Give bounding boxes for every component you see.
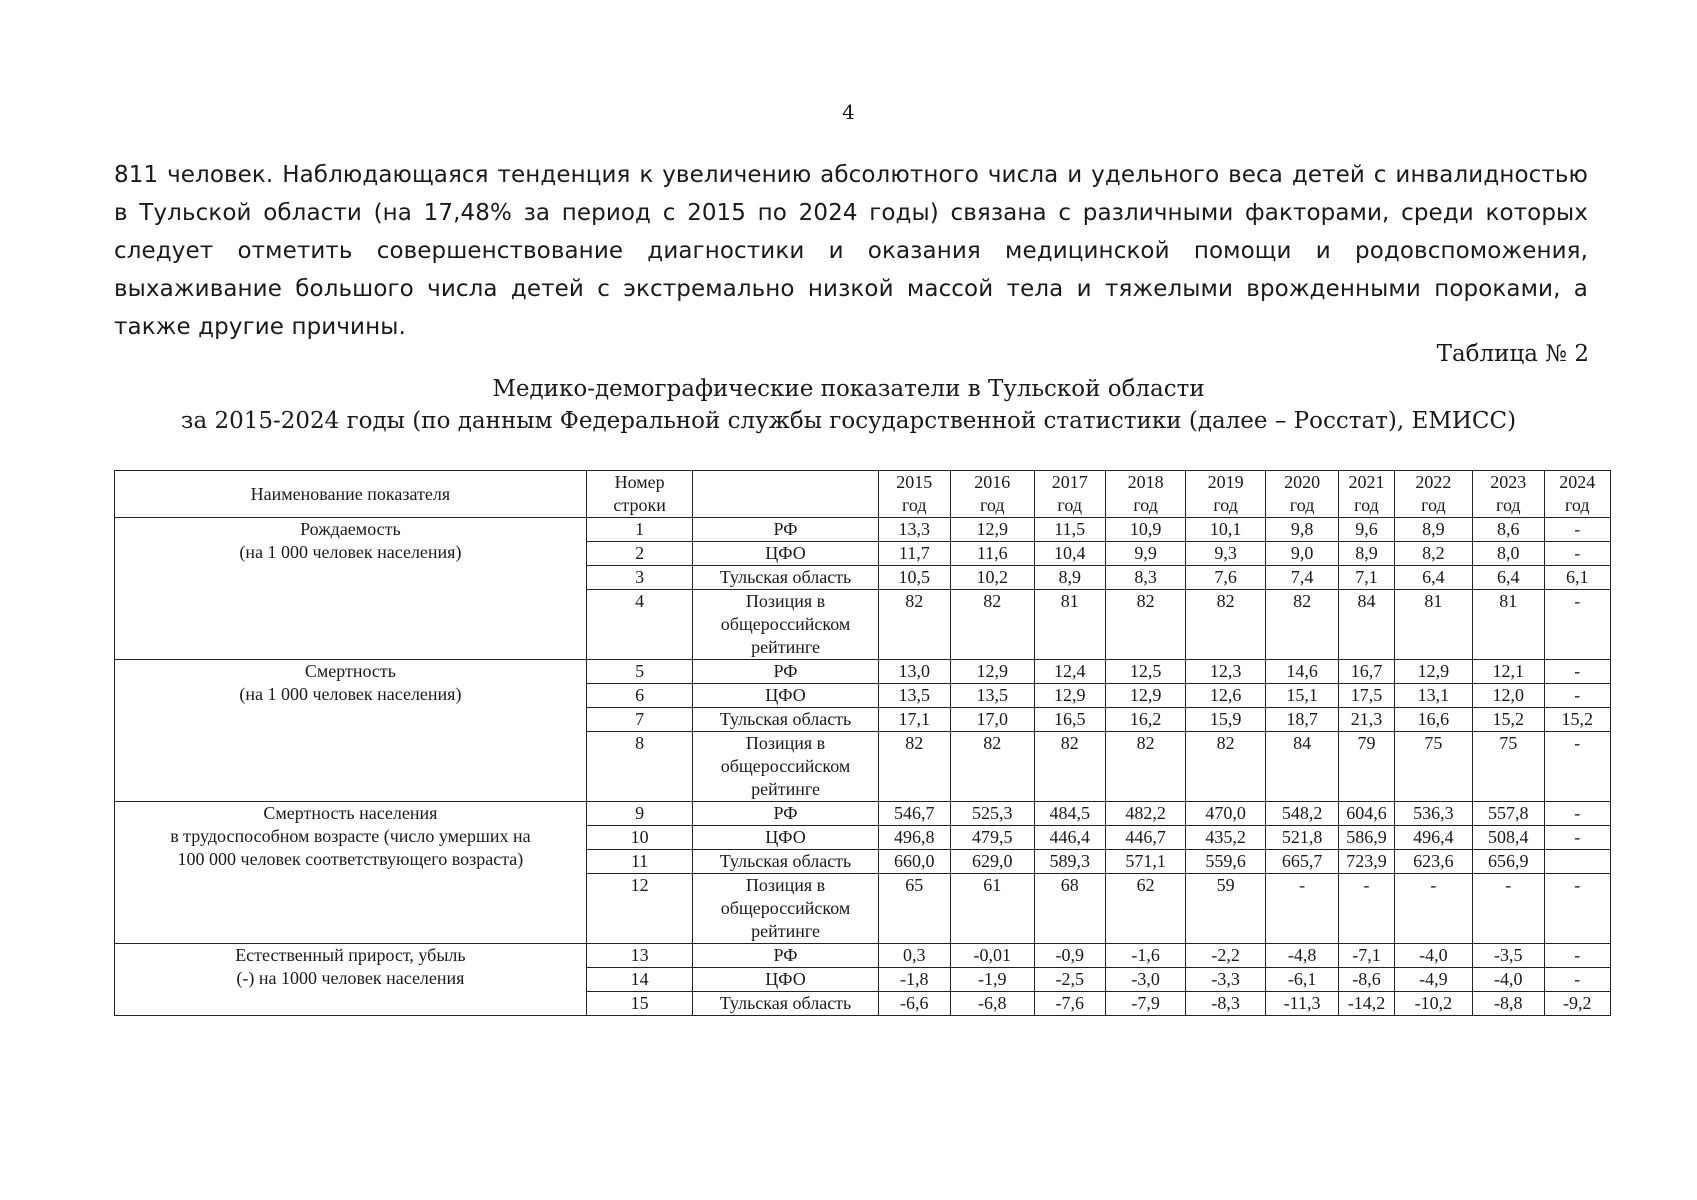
indicator-name-line: Смертность bbox=[304, 661, 396, 681]
year-unit: год bbox=[1213, 495, 1238, 515]
region-cell: ЦФО bbox=[693, 684, 878, 708]
value-cell: - bbox=[1544, 802, 1610, 826]
value-cell: -1,6 bbox=[1105, 944, 1185, 968]
value-cell: 82 bbox=[1034, 732, 1105, 802]
table-row bbox=[115, 518, 1611, 542]
value-cell: - bbox=[1473, 874, 1544, 944]
value-cell: 9,6 bbox=[1339, 518, 1394, 542]
value-cell: 12,0 bbox=[1473, 684, 1544, 708]
header-row-number bbox=[586, 471, 693, 518]
row-number-cell: 15 bbox=[586, 992, 693, 1016]
value-cell: 446,7 bbox=[1105, 826, 1185, 850]
table-title-line-1: Медико-демографические показатели в Тульской области bbox=[492, 376, 1205, 402]
value-cell: 12,1 bbox=[1473, 660, 1544, 684]
value-cell: 81 bbox=[1034, 590, 1105, 660]
value-cell: -0,01 bbox=[951, 944, 1035, 968]
year-label: 2021 bbox=[1348, 472, 1385, 492]
value-cell: -7,1 bbox=[1339, 944, 1394, 968]
value-cell: -6,1 bbox=[1265, 968, 1338, 992]
value-cell: 10,9 bbox=[1105, 518, 1185, 542]
value-cell: 7,1 bbox=[1339, 566, 1394, 590]
value-cell: -10,2 bbox=[1394, 992, 1472, 1016]
value-cell: 10,2 bbox=[951, 566, 1035, 590]
indicator-name-line: (на 1 000 человек населения) bbox=[239, 542, 462, 562]
value-cell: 68 bbox=[1034, 874, 1105, 944]
value-cell: 10,4 bbox=[1034, 542, 1105, 566]
value-cell: 82 bbox=[951, 590, 1035, 660]
value-cell: 82 bbox=[951, 732, 1035, 802]
value-cell: 16,6 bbox=[1394, 708, 1472, 732]
value-cell: - bbox=[1544, 660, 1610, 684]
value-cell: 9,0 bbox=[1265, 542, 1338, 566]
value-cell: 479,5 bbox=[951, 826, 1035, 850]
value-cell: 589,3 bbox=[1034, 850, 1105, 874]
value-cell: - bbox=[1544, 732, 1610, 802]
value-cell: 13,0 bbox=[878, 660, 950, 684]
value-cell: 15,2 bbox=[1473, 708, 1544, 732]
header-year bbox=[1473, 471, 1544, 518]
value-cell: 604,6 bbox=[1339, 802, 1394, 826]
value-cell: 482,2 bbox=[1105, 802, 1185, 826]
value-cell: -8,6 bbox=[1339, 968, 1394, 992]
row-number-cell: 5 bbox=[586, 660, 693, 684]
value-cell: 8,9 bbox=[1394, 518, 1472, 542]
year-unit: год bbox=[1289, 495, 1315, 515]
value-cell: 8,0 bbox=[1473, 542, 1544, 566]
value-cell: 6,4 bbox=[1473, 566, 1544, 590]
row-number-cell: 12 bbox=[586, 874, 693, 944]
indicator-name-line: в трудоспособном возрасте (число умерших на bbox=[170, 826, 531, 846]
value-cell: 12,9 bbox=[951, 660, 1035, 684]
value-cell: 656,9 bbox=[1473, 850, 1544, 874]
value-cell: 12,9 bbox=[1394, 660, 1472, 684]
value-cell: 13,5 bbox=[878, 684, 950, 708]
year-label: 2020 bbox=[1284, 472, 1321, 492]
value-cell: 8,2 bbox=[1394, 542, 1472, 566]
value-cell: - bbox=[1544, 518, 1610, 542]
row-number-cell: 1 bbox=[586, 518, 693, 542]
value-cell: 21,3 bbox=[1339, 708, 1394, 732]
value-cell: 82 bbox=[878, 732, 950, 802]
year-label: 2017 bbox=[1051, 472, 1088, 492]
value-cell: 8,9 bbox=[1034, 566, 1105, 590]
indicator-name-line: 100 000 человек соответствующего возраста) bbox=[177, 849, 524, 869]
value-cell bbox=[1544, 850, 1610, 874]
value-cell: 12,3 bbox=[1186, 660, 1265, 684]
value-cell: 15,1 bbox=[1265, 684, 1338, 708]
value-cell: 82 bbox=[1265, 590, 1338, 660]
header-year bbox=[1394, 471, 1472, 518]
value-cell: 521,8 bbox=[1265, 826, 1338, 850]
header-region bbox=[693, 471, 878, 518]
year-label: 2019 bbox=[1207, 472, 1244, 492]
indicator-name-line: Смертность населения bbox=[263, 803, 438, 823]
indicator-name-cell bbox=[115, 802, 587, 944]
indicator-name-line: Рождаемость bbox=[300, 519, 401, 539]
value-cell: 508,4 bbox=[1473, 826, 1544, 850]
table-number: Таблица № 2 bbox=[1436, 341, 1589, 367]
value-cell: 9,3 bbox=[1186, 542, 1265, 566]
value-cell: 12,9 bbox=[1034, 684, 1105, 708]
value-cell: 6,1 bbox=[1544, 566, 1610, 590]
value-cell: 12,9 bbox=[1105, 684, 1185, 708]
value-cell: 62 bbox=[1105, 874, 1185, 944]
row-number-cell: 3 bbox=[586, 566, 693, 590]
header-year bbox=[878, 471, 950, 518]
year-unit: год bbox=[1496, 495, 1521, 515]
value-cell: - bbox=[1265, 874, 1338, 944]
value-cell: - bbox=[1544, 944, 1610, 968]
value-cell: -1,9 bbox=[951, 968, 1035, 992]
value-cell: 12,4 bbox=[1034, 660, 1105, 684]
value-cell: 11,6 bbox=[951, 542, 1035, 566]
header-year bbox=[1105, 471, 1185, 518]
region-cell: Тульская область bbox=[693, 708, 878, 732]
value-cell: 525,3 bbox=[951, 802, 1035, 826]
table-row bbox=[115, 660, 1611, 684]
year-label: 2023 bbox=[1490, 472, 1527, 492]
value-cell: 723,9 bbox=[1339, 850, 1394, 874]
value-cell: 12,5 bbox=[1105, 660, 1185, 684]
table-title bbox=[0, 373, 1697, 437]
value-cell: 8,6 bbox=[1473, 518, 1544, 542]
value-cell: 470,0 bbox=[1186, 802, 1265, 826]
value-cell: 82 bbox=[1186, 590, 1265, 660]
table-header-row bbox=[115, 471, 1611, 518]
region-cell: ЦФО bbox=[693, 542, 878, 566]
value-cell: 82 bbox=[1105, 590, 1185, 660]
value-cell: 629,0 bbox=[951, 850, 1035, 874]
value-cell: 13,5 bbox=[951, 684, 1035, 708]
indicator-name-line: (-) на 1000 человек населения bbox=[236, 968, 465, 988]
value-cell: -3,0 bbox=[1105, 968, 1185, 992]
value-cell: 84 bbox=[1265, 732, 1338, 802]
value-cell: 10,5 bbox=[878, 566, 950, 590]
value-cell: 82 bbox=[1105, 732, 1185, 802]
value-cell: 11,7 bbox=[878, 542, 950, 566]
row-number-cell: 4 bbox=[586, 590, 693, 660]
value-cell: 15,9 bbox=[1186, 708, 1265, 732]
value-cell: 446,4 bbox=[1034, 826, 1105, 850]
value-cell: -4,9 bbox=[1394, 968, 1472, 992]
region-cell: РФ bbox=[693, 660, 878, 684]
row-number-cell: 7 bbox=[586, 708, 693, 732]
table-row bbox=[115, 944, 1611, 968]
value-cell: 16,5 bbox=[1034, 708, 1105, 732]
row-number-cell: 8 bbox=[586, 732, 693, 802]
value-cell: 586,9 bbox=[1339, 826, 1394, 850]
year-unit: год bbox=[1057, 495, 1082, 515]
value-cell: -2,2 bbox=[1186, 944, 1265, 968]
value-cell: - bbox=[1544, 542, 1610, 566]
value-cell: 17,0 bbox=[951, 708, 1035, 732]
table-title-line-2: за 2015-2024 годы (по данным Федеральной службы государственной статистики (далее – Росстат), ЕМИСС) bbox=[180, 408, 1517, 434]
value-cell: 75 bbox=[1394, 732, 1472, 802]
region-cell: Позиция в общероссийском рейтинге bbox=[693, 732, 878, 802]
value-cell: 0,3 bbox=[878, 944, 950, 968]
row-number-cell: 13 bbox=[586, 944, 693, 968]
value-cell: 12,6 bbox=[1186, 684, 1265, 708]
region-cell: Тульская область bbox=[693, 992, 878, 1016]
region-cell: Позиция в общероссийском рейтинге bbox=[693, 590, 878, 660]
row-number-cell: 11 bbox=[586, 850, 693, 874]
value-cell: 6,4 bbox=[1394, 566, 1472, 590]
value-cell: 559,6 bbox=[1186, 850, 1265, 874]
year-label: 2018 bbox=[1127, 472, 1164, 492]
value-cell: 546,7 bbox=[878, 802, 950, 826]
region-cell: РФ bbox=[693, 518, 878, 542]
value-cell: -14,2 bbox=[1339, 992, 1394, 1016]
region-cell: ЦФО bbox=[693, 968, 878, 992]
value-cell: 548,2 bbox=[1265, 802, 1338, 826]
value-cell: 9,8 bbox=[1265, 518, 1338, 542]
value-cell: 81 bbox=[1394, 590, 1472, 660]
value-cell: 16,2 bbox=[1105, 708, 1185, 732]
value-cell: - bbox=[1544, 684, 1610, 708]
value-cell: 13,3 bbox=[878, 518, 950, 542]
region-cell: Позиция в общероссийском рейтинге bbox=[693, 874, 878, 944]
value-cell: 623,6 bbox=[1394, 850, 1472, 874]
value-cell: 14,6 bbox=[1265, 660, 1338, 684]
value-cell: -6,6 bbox=[878, 992, 950, 1016]
row-number-cell: 6 bbox=[586, 684, 693, 708]
value-cell: 10,1 bbox=[1186, 518, 1265, 542]
region-cell: РФ bbox=[693, 802, 878, 826]
value-cell: -7,6 bbox=[1034, 992, 1105, 1016]
value-cell: 79 bbox=[1339, 732, 1394, 802]
table-body bbox=[115, 518, 1611, 1016]
year-label: 2015 bbox=[896, 472, 933, 492]
value-cell: 9,9 bbox=[1105, 542, 1185, 566]
year-label: 2016 bbox=[974, 472, 1011, 492]
header-year bbox=[1339, 471, 1394, 518]
year-unit: год bbox=[1421, 495, 1446, 515]
demographic-indicators-table bbox=[114, 470, 1611, 1016]
value-cell: -1,8 bbox=[878, 968, 950, 992]
year-label: 2022 bbox=[1415, 472, 1452, 492]
value-cell: -11,3 bbox=[1265, 992, 1338, 1016]
header-year bbox=[1265, 471, 1338, 518]
value-cell: 61 bbox=[951, 874, 1035, 944]
value-cell: 484,5 bbox=[1034, 802, 1105, 826]
value-cell: 59 bbox=[1186, 874, 1265, 944]
value-cell: -3,5 bbox=[1473, 944, 1544, 968]
value-cell: -3,3 bbox=[1186, 968, 1265, 992]
value-cell: 17,1 bbox=[878, 708, 950, 732]
value-cell: 557,8 bbox=[1473, 802, 1544, 826]
value-cell: -4,0 bbox=[1394, 944, 1472, 968]
value-cell: 84 bbox=[1339, 590, 1394, 660]
year-label: 2024 bbox=[1559, 472, 1596, 492]
value-cell: -6,8 bbox=[951, 992, 1035, 1016]
value-cell: 75 bbox=[1473, 732, 1544, 802]
value-cell: -9,2 bbox=[1544, 992, 1610, 1016]
value-cell: -8,8 bbox=[1473, 992, 1544, 1016]
header-year bbox=[1544, 471, 1610, 518]
indicator-name-cell bbox=[115, 660, 587, 802]
value-cell: -2,5 bbox=[1034, 968, 1105, 992]
row-number-cell: 9 bbox=[586, 802, 693, 826]
value-cell: -4,0 bbox=[1473, 968, 1544, 992]
value-cell: 13,1 bbox=[1394, 684, 1472, 708]
header-indicator: Наименование показателя bbox=[115, 471, 587, 518]
row-number-cell: 14 bbox=[586, 968, 693, 992]
value-cell: - bbox=[1544, 590, 1610, 660]
value-cell: 8,3 bbox=[1105, 566, 1185, 590]
intro-paragraph: 811 человек. Наблюдающаяся тенденция к увеличению абсолютного числа и удельного веса детей с инвалидностью в Тульской области (на 17,48% за период с 2015 по 2024 годы) связана с различными факторами, среди которых следует отметить совершенствование диагностики и оказания медицинской помощи и родовспоможения, выхаживание большого числа детей с экстремально низкой массой тела и тяжелыми врожденными пороками, а также другие причины. bbox=[114, 162, 1588, 340]
region-cell: РФ bbox=[693, 944, 878, 968]
indicator-name-line: (на 1 000 человек населения) bbox=[239, 684, 462, 704]
value-cell: -8,3 bbox=[1186, 992, 1265, 1016]
value-cell: -7,9 bbox=[1105, 992, 1185, 1016]
value-cell: 82 bbox=[1186, 732, 1265, 802]
value-cell: -0,9 bbox=[1034, 944, 1105, 968]
value-cell: 7,4 bbox=[1265, 566, 1338, 590]
value-cell: 11,5 bbox=[1034, 518, 1105, 542]
value-cell: -4,8 bbox=[1265, 944, 1338, 968]
value-cell: 17,5 bbox=[1339, 684, 1394, 708]
region-cell: ЦФО bbox=[693, 826, 878, 850]
value-cell: 7,6 bbox=[1186, 566, 1265, 590]
value-cell: 665,7 bbox=[1265, 850, 1338, 874]
year-unit: год bbox=[1133, 495, 1158, 515]
value-cell: 435,2 bbox=[1186, 826, 1265, 850]
year-unit: год bbox=[1354, 495, 1379, 515]
value-cell: 82 bbox=[878, 590, 950, 660]
value-cell: 496,8 bbox=[878, 826, 950, 850]
value-cell: 496,4 bbox=[1394, 826, 1472, 850]
value-cell: 660,0 bbox=[878, 850, 950, 874]
value-cell: - bbox=[1544, 874, 1610, 944]
value-cell: 15,2 bbox=[1544, 708, 1610, 732]
value-cell: - bbox=[1544, 968, 1610, 992]
year-unit: год bbox=[979, 495, 1005, 515]
value-cell: - bbox=[1394, 874, 1472, 944]
header-row-number-line-2: строки bbox=[613, 495, 666, 515]
table-row bbox=[115, 802, 1611, 826]
header-year bbox=[1034, 471, 1105, 518]
row-number-cell: 10 bbox=[586, 826, 693, 850]
indicator-name-line: Естественный прирост, убыль bbox=[235, 945, 466, 965]
value-cell: 8,9 bbox=[1339, 542, 1394, 566]
value-cell: 81 bbox=[1473, 590, 1544, 660]
header-row-number-line-1: Номер bbox=[614, 472, 665, 492]
value-cell: - bbox=[1544, 826, 1610, 850]
header-year bbox=[1186, 471, 1265, 518]
value-cell: 16,7 bbox=[1339, 660, 1394, 684]
region-cell: Тульская область bbox=[693, 850, 878, 874]
year-unit: год bbox=[1564, 495, 1590, 515]
region-cell: Тульская область bbox=[693, 566, 878, 590]
indicator-name-cell bbox=[115, 944, 587, 1016]
page-number: 4 bbox=[842, 100, 855, 124]
row-number-cell: 2 bbox=[586, 542, 693, 566]
header-year bbox=[951, 471, 1035, 518]
value-cell: 12,9 bbox=[951, 518, 1035, 542]
value-cell: 18,7 bbox=[1265, 708, 1338, 732]
year-unit: год bbox=[902, 495, 927, 515]
value-cell: 536,3 bbox=[1394, 802, 1472, 826]
indicator-name-cell bbox=[115, 518, 587, 660]
value-cell: 65 bbox=[878, 874, 950, 944]
value-cell: 571,1 bbox=[1105, 850, 1185, 874]
value-cell: - bbox=[1339, 874, 1394, 944]
